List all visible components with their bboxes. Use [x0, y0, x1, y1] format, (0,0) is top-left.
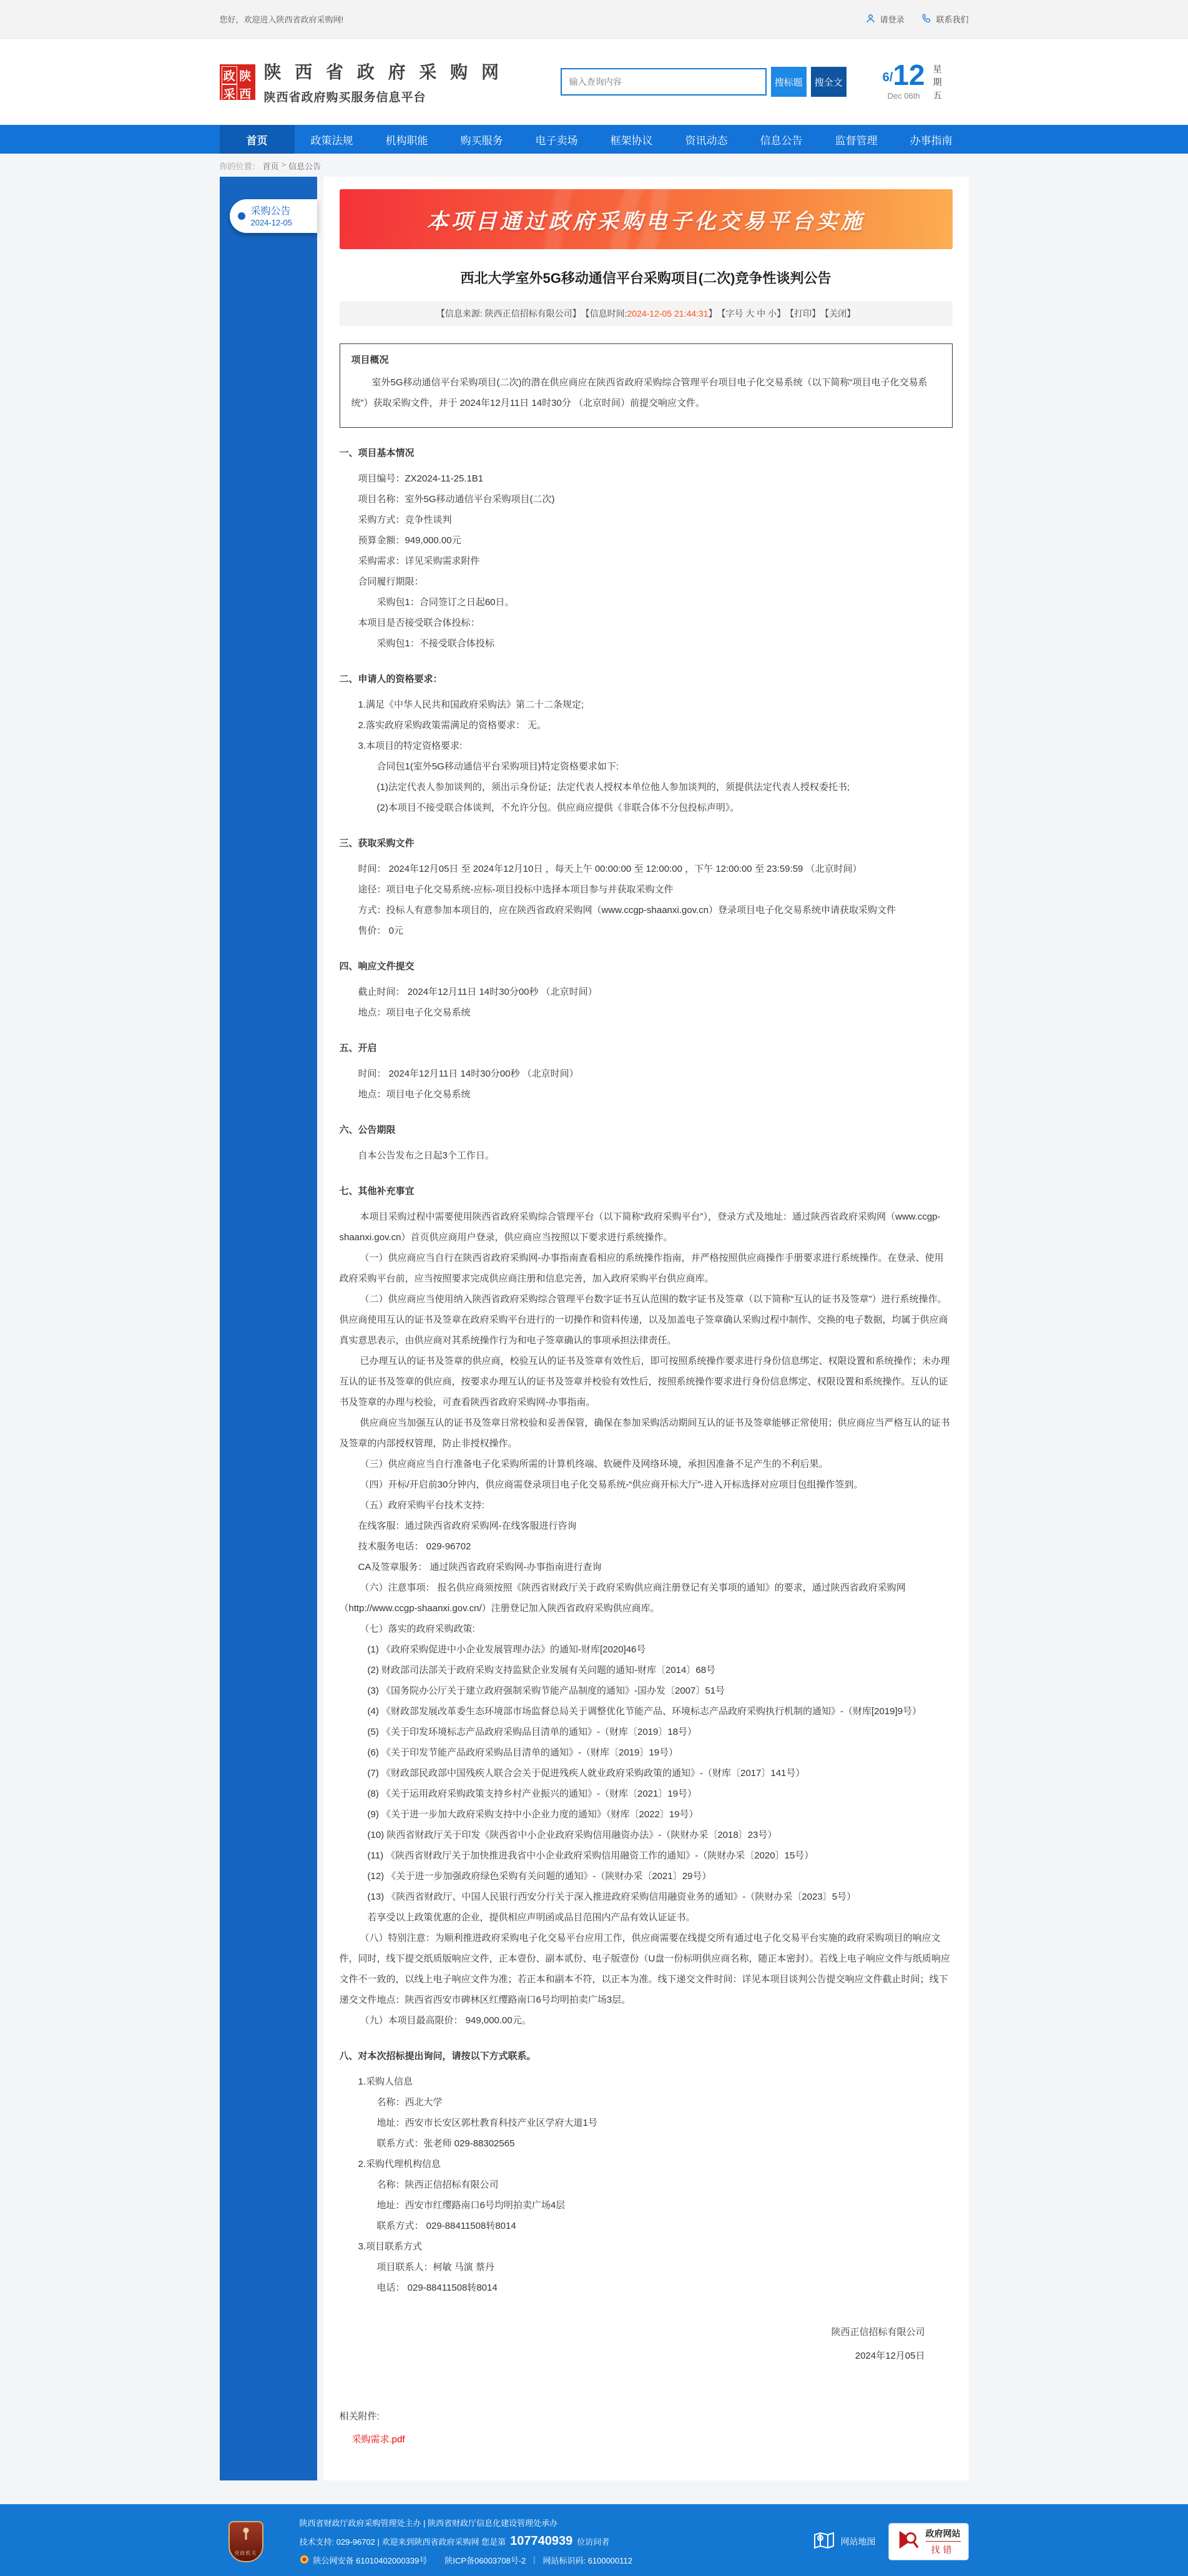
badge-label: 党政机关 — [234, 2550, 257, 2556]
breadcrumb-prefix: 你的位置： — [219, 162, 260, 171]
close-button[interactable]: 【关闭】 — [820, 308, 856, 318]
map-icon — [813, 2530, 835, 2552]
article-block: 七、其他补充事宜 — [339, 1186, 415, 1197]
article-block: 若享受以上政策优惠的企业，提供相应声明函或品目范围内产品有效认证证书。 — [367, 1912, 695, 1923]
article-block: 预算金额：949,000.00元 — [358, 535, 461, 546]
article-block: 四、响应文件提交 — [339, 961, 415, 972]
support-prefix: 技术支持: 029-96702 | 欢迎来到陕西省政府采购网 您是第 — [299, 2537, 506, 2547]
header — [0, 39, 1188, 125]
page-title: 西北大学室外5G移动通信平台采购项目(二次)竞争性谈判公告 — [460, 270, 832, 286]
footer-divider: ｜ — [530, 2556, 539, 2565]
article-block: 名称：陕西正信招标有限公司 — [376, 2179, 499, 2190]
footer-registration-line — [300, 2554, 633, 2566]
search-title-button[interactable]: 搜标题 — [771, 67, 807, 97]
article-block: 已办理互认的证书及签章的供应商，校验互认的证书及签章有效性后，即可按照系统操作要求进行身份信息绑定、权限设置和系统操作；未办理互认的证书及签章的供应商，按要求办理互认的证书及签章并校验有效性后，按照系统操作要求进行身份信息绑定、权限设置和系统操作。互认的证书及签章的办理与校验，可查看陕西省政府采购网-办事指南。 — [339, 1356, 950, 1408]
article-block: 地点：项目电子化交易系统 — [358, 1007, 471, 1018]
nav-item[interactable]: 购买服务 — [460, 134, 503, 147]
article-block: 采购方式：竞争性谈判 — [358, 515, 452, 525]
date-day: 12 — [893, 58, 925, 91]
article-block: 售价： 0元 — [358, 925, 404, 936]
sidebar-tab-label: 采购公告 — [250, 205, 291, 217]
article-block: 六、公告期限 — [339, 1125, 396, 1135]
gov-site-error-report-badge[interactable] — [888, 2523, 969, 2560]
logo-char: 西 — [239, 87, 252, 101]
user-icon — [865, 13, 876, 26]
nav-menu — [220, 125, 969, 154]
article-block: 1.满足《中华人民共和国政府采购法》第二十二条规定; — [358, 699, 584, 710]
meta-source: 【信息来源: 陕西正信招标有限公司】 — [436, 308, 581, 318]
search-fulltext-button[interactable]: 搜全文 — [811, 67, 847, 97]
article-block: （六）注意事项： 报名供应商须按照《陕西省财政厅关于政府采购供应商注册登记有关事项的通知》的要求，通过陕西省政府采购网（http://www.ccgp-shaanxi.gov.cn/）注册登记加入陕西省政府采购供应商库。 — [339, 1582, 906, 1614]
article-block: （三）供应商应当自行准备电子化采购所需的计算机终端、软硬件及网络环境，承担因准备不足产生的不利后果。 — [360, 1459, 828, 1469]
nav-item[interactable]: 首页 — [220, 125, 295, 154]
nav-item[interactable]: 政策法规 — [310, 134, 353, 147]
article-block: 联系方式：张老师 029-88302565 — [376, 2138, 515, 2149]
article-block: 三、获取采购文件 — [339, 838, 415, 849]
party-government-badge-icon — [228, 2521, 263, 2562]
article-block: (1) 《政府采购促进中小企业发展管理办法》的通知-财库[2020]46号 — [367, 1644, 646, 1655]
article-block: (2)本项目不接受联合体谈判，不允许分包。供应商应提供《非联合体不分包投标声明》。 — [376, 802, 740, 813]
site-name: 陕 西 省 政 府 采 购 网 — [263, 62, 503, 82]
footer-organizer-line: 陕西省财政厅政府采购管理处主办 | 陕西省财政厅信息化建设管理处承办 — [299, 2519, 558, 2528]
article-block: (13) 《陕西省财政厅、中国人民银行西安分行关于深入推进政府采购信用融资业务的通知》-（陕财办采〔2023〕5号） — [367, 1892, 857, 1902]
article-block: (2) 财政部司法部关于政府采购支持监狱企业发展有关问题的通知-财库〔2014〕68号 — [367, 1665, 716, 1675]
nav-item[interactable]: 办事指南 — [910, 134, 953, 147]
nav-item[interactable]: 资讯动态 — [685, 134, 728, 147]
article-block: 1.采购人信息 — [358, 2076, 413, 2087]
article-block: (5) 《关于印发环境标志产品政府采购品目清单的通知》-（财库〔2019〕18号） — [367, 1727, 697, 1737]
breadcrumb-separator: > — [281, 160, 287, 169]
article-block: 2.落实政府采购政策需满足的资格要求： 无。 — [358, 720, 547, 731]
welcome-text: 您好，欢迎进入陕西省政府采购网! — [219, 15, 344, 24]
article-block: 地点：项目电子化交易系统 — [358, 1089, 471, 1100]
attachments — [340, 2409, 953, 2445]
article-meta-bar — [340, 301, 953, 326]
date-month: 6/ — [882, 70, 893, 84]
article-block: 联系方式： 029-88411508转8014 — [376, 2221, 516, 2231]
article-block: （二）供应商应当使用纳入陕西省政府采购综合管理平台数字证书互认范围的数字证书及签章（以下简称“互认的证书及签章”）进行系统操作。供应商使用互认的证书及签章在政府采购平台进行的一切操作和资料传递，以及加盖电子签章确认采购过程中制作、交换的电子数据，均属于供应商真实意思表示，由供应商对其系统操作行为和电子签章确认的事项承担法律责任。 — [339, 1294, 948, 1346]
article-block: 二、申请人的资格要求： — [339, 674, 443, 684]
login-link[interactable]: 请登录 — [865, 13, 904, 26]
breadcrumb-home[interactable]: 首页 — [262, 162, 279, 171]
meta-time-value: 2024-12-05 21:44:31 — [627, 308, 709, 318]
topbar — [0, 0, 1188, 39]
article-block: 八、对本次招标提出询问，请按以下方式联系。 — [339, 2051, 536, 2061]
article-block: 技术服务电话： 029-96702 — [358, 1541, 471, 1552]
article-block: 地址：西安市红缨路南口6号均明拍卖广场4层 — [376, 2200, 566, 2211]
sitemap-link[interactable] — [813, 2530, 876, 2552]
bullet-dot-icon — [238, 212, 245, 220]
article-block: 3.项目联系方式 — [358, 2241, 423, 2252]
article-block: 合同履行期限： — [358, 576, 424, 587]
support-suffix: 位访问者 — [577, 2537, 610, 2547]
article-block: 本项目是否接受联合体投标： — [358, 618, 480, 628]
logo-char: 采 — [222, 84, 238, 102]
article-block: 采购包1：不接受联合体投标 — [376, 638, 494, 649]
nav-item[interactable]: 信息公告 — [760, 134, 803, 147]
article-block: 途径：项目电子化交易系统-应标-项目投标中选择本项目参与并获取采购文件 — [358, 884, 674, 895]
article-block: 项目编号：ZX2024-11-25.1B1 — [358, 473, 484, 484]
article-block: 五、开启 — [339, 1043, 377, 1054]
attachment-list — [340, 2432, 953, 2445]
article-block: （四）开标/开启前30分钟内，供应商需登录项目电子化交易系统-“供应商开标大厅”-进入开标选择对应项目包组操作签到。 — [360, 1479, 863, 1490]
article-block: 名称：西北大学 — [376, 2097, 443, 2108]
article-block: (6) 《关于印发节能产品政府采购品目清单的通知》-（财库〔2019〕19号） — [367, 1747, 679, 1758]
article-block: 截止时间： 2024年12月11日 14时30分00秒 （北京时间） — [358, 987, 597, 997]
sidebar-tab-procurement-notice[interactable] — [230, 199, 317, 233]
article-block: 供应商应当加强互认的证书及签章日常校验和妥善保管，确保在参加采购活动期间互认的证书及签章能够正常使用；供应商应当严格互认的证书及签章的内部授权管理，防止非授权操作。 — [339, 1418, 950, 1449]
article-block: (12) 《关于进一步加强政府绿色采购有关问题的通知》-（陕财办采〔2021〕29号） — [367, 1871, 712, 1882]
torch-emblem-icon — [240, 2527, 252, 2543]
article-block: 时间： 2024年12月11日 14时30分00秒 （北京时间） — [358, 1068, 579, 1079]
article-body — [340, 443, 953, 2298]
ebidding-banner: 本项目通过政府采购电子化交易平台实施 — [340, 189, 953, 249]
error-badge-top-label: 政府网站 — [926, 2527, 961, 2542]
nav-item[interactable]: 电子卖场 — [535, 134, 578, 147]
date-weekday: 星期五 — [932, 64, 943, 104]
article-block: 自本公告发布之日起3个工作日。 — [358, 1150, 494, 1161]
logo-char: 政 — [222, 66, 238, 84]
article-block: 3.本项目的特定资格要求: — [358, 741, 463, 751]
contact-link[interactable]: 联系我们 — [921, 13, 968, 26]
date-english: Dec 06th — [887, 91, 920, 101]
signature-block — [340, 2321, 953, 2368]
nav-item[interactable]: 框架协议 — [610, 134, 653, 147]
article-block: 电话： 029-88411508转8014 — [376, 2282, 498, 2293]
article-block: （一）供应商应当自行在陕西省政府采购网-办事指南查看相应的系统操作指南，并严格按照供应商操作手册要求进行系统操作。在登录、使用政府采购平台前，应当按照要求完成供应商注册和信息完善，加入政府采购平台供应商库。 — [339, 1253, 944, 1284]
article-block: 项目联系人：柯敏 马演 蔡丹 — [376, 2262, 494, 2273]
project-overview-box — [340, 343, 953, 428]
overview-text: 室外5G移动通信平台采购项目(二次)的潜在供应商应在陕西省政府采购综合管理平台项目电子化交易系统（以下简称“项目电子化交易系统”）获取采购文件，并于 2024年12月11日 14时30分 （北京时间）前提交响应文件。 — [351, 377, 928, 408]
phone-icon — [921, 13, 932, 26]
article-block: 地址：西安市长安区郭杜教育科技产业区学府大道1号 — [376, 2118, 597, 2128]
search-input[interactable] — [561, 68, 767, 96]
signature-company: 陕西正信招标有限公司 — [831, 2327, 925, 2337]
logo-char: 陕 — [239, 69, 252, 83]
article-block: 2.采购代理机构信息 — [358, 2159, 441, 2169]
site-identification-code: 网站标识码: 6100000112 — [542, 2556, 632, 2565]
footer — [0, 2504, 1188, 2576]
meta-time-suffix: 】 — [708, 308, 717, 318]
sidebar-tab-date: 2024-12-05 — [250, 217, 292, 227]
attachments-label: 相关附件: — [339, 2411, 380, 2422]
date-widget — [882, 58, 969, 104]
article-block: 合同包1(室外5G移动通信平台采购项目)特定资格要求如下: — [376, 761, 619, 772]
main-nav — [0, 125, 1188, 154]
article-block: （五）政府采购平台技术支持: — [360, 1500, 484, 1511]
article-block: CA及签章服务： 通过陕西省政府采购网-办事指南进行查询 — [358, 1562, 602, 1572]
search-area — [561, 67, 847, 97]
article-block: (11) 《陕西省财政厅关于加快推进我省中小企业政府采购信用融资工作的通知》-（陕财办采〔2020〕15号） — [367, 1850, 814, 1861]
article-block: (10) 陕西省财政厅关于印发《陕西省中小企业政府采购信用融资办法》-（陕财办采〔2018〕23号） — [367, 1830, 777, 1840]
meta-time-prefix: 【信息时间: — [581, 308, 627, 318]
article-block: （七）落实的政府采购政策: — [360, 1624, 475, 1634]
breadcrumb-current: 信息公告 — [288, 162, 322, 171]
icp-filing[interactable]: 陕ICP备06003708号-2 — [444, 2556, 526, 2565]
overview-heading: 项目概况 — [351, 355, 389, 365]
article-block: 时间： 2024年12月05日 至 2024年12月10日 ，每天上午 00:00:00 至 12:00:00 ，下午 12:00:00 至 23:59:59 （北京时间） — [358, 864, 862, 874]
signature-date: 2024年12月05日 — [855, 2351, 925, 2361]
nav-item[interactable]: 监督管理 — [835, 134, 878, 147]
nav-item[interactable]: 机构职能 — [385, 134, 428, 147]
article-block: 采购需求：详见采购需求附件 — [358, 556, 480, 566]
article-block: 方式：投标人有意参加本项目的，应在陕西省政府采购网（www.ccgp-shaanxi.gov.cn）登录项目电子化交易系统申请获取采购文件 — [358, 905, 896, 915]
magnifier-flag-icon — [896, 2528, 920, 2555]
article-block: (4) 《财政部发展改革委生态环境部市场监督总局关于调整优化节能产品、环境标志产品政府采购执行机制的通知》-（财库[2019]9号） — [367, 1706, 922, 1717]
article-block: 项目名称：室外5G移动通信平台采购项目(二次) — [358, 494, 555, 505]
article-block: 一、项目基本情况 — [339, 448, 415, 458]
article-panel — [323, 177, 969, 2480]
article-block: (3) 《国务院办公厅关于建立政府强制采购节能产品制度的通知》-国办发〔2007〕51号 — [367, 1685, 725, 1696]
visitor-count: 107740939 — [510, 2534, 573, 2548]
article-block: (8) 《关于运用政府采购政策支持乡村产业振兴的通知》-（财库〔2021〕19号） — [367, 1789, 697, 1799]
font-size-buttons[interactable]: 【字号 大 中 小】 — [717, 308, 786, 318]
public-security-filing[interactable]: 陕公网安备 61010402000339号 — [313, 2556, 428, 2565]
print-button[interactable]: 【打印】 — [785, 308, 821, 318]
sidebar — [220, 177, 317, 2480]
article-block: (9) 《关于进一步加大政府采购支持中小企业力度的通知》（财库〔2022〕19号） — [367, 1809, 699, 1820]
site-logo — [220, 64, 255, 100]
sitemap-label: 网站地图 — [840, 2536, 876, 2547]
police-badge-icon — [300, 2555, 309, 2566]
article-block: （九）本项目最高限价： 949,000.00元。 — [360, 2015, 531, 2026]
site-subtitle: 陕西省政府购买服务信息平台 — [263, 91, 426, 104]
footer-support-line — [300, 2534, 633, 2549]
article-block: 本项目采购过程中需要使用陕西省政府采购综合管理平台（以下简称“政府采购平台”），登录方式及地址：通过陕西省政府采购网（www.ccgp-shaanxi.gov.cn）首页供应商用户登录，供应商应当按照以下要求进行系统操作。 — [339, 1212, 941, 1243]
article-block: 采购包1：合同签订之日起60日。 — [376, 597, 514, 608]
article-block: 在线客服：通过陕西省政府采购网-在线客服进行咨询 — [358, 1521, 577, 1531]
breadcrumb — [220, 154, 969, 177]
content — [220, 177, 969, 2480]
article-block: (1)法定代表人参加谈判的，须出示身份证；法定代表人授权本单位他人参加谈判的，须提供法定代表人授权委托书; — [376, 782, 850, 792]
article-block: (7) 《财政部民政部中国残疾人联合会关于促进残疾人就业政府采购政策的通知》-（财库〔2017〕141号） — [367, 1768, 805, 1779]
attachment-link[interactable]: 采购需求.pdf — [351, 2434, 405, 2445]
article-block: （八）特别注意：为顺利推进政府采购电子化交易平台应用工作，供应商需要在线提交所有通过电子化交易平台实施的政府采购项目的响应文件，同时，线下提交纸质版响应文件，正本壹份、副本贰份、电子版壹份（U盘一份标明供应商名称，随正本密封）。若线上电子响应文件与纸质响应文件不一致的，以线上电子响应文件为准；若正本和副本不符，以正本为准。线下递交文件时间：详见本项目谈判公告提交响应文件截止时间；线下递交文件地点：陕西省西安市碑林区红缨路南口6号均明拍卖广场3层。 — [339, 1933, 950, 2005]
error-badge-bottom-label: 找错 — [931, 2544, 955, 2555]
